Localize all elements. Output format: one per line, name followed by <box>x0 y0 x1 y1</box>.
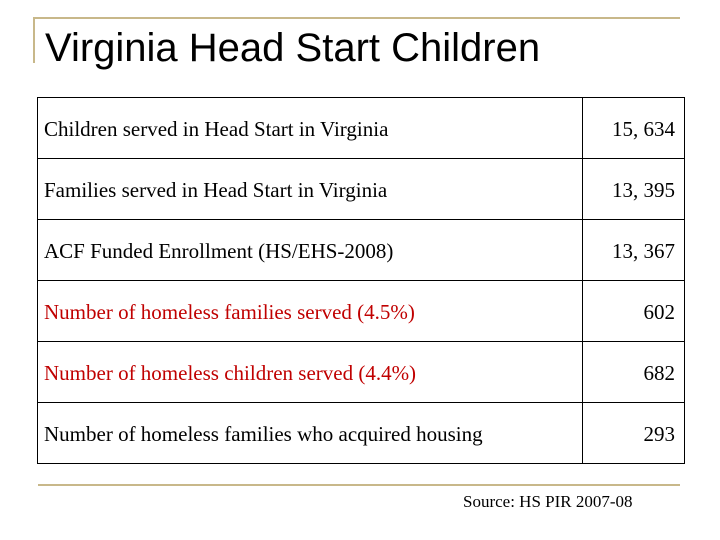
top-decorative-rule <box>33 17 680 19</box>
row-label: ACF Funded Enrollment (HS/EHS-2008) <box>38 220 583 281</box>
row-label: Number of homeless families served (4.5%) <box>38 281 583 342</box>
table-row <box>38 342 685 403</box>
row-value: 13, 395 <box>583 159 685 220</box>
row-value: 602 <box>583 281 685 342</box>
row-value: 293 <box>583 403 685 464</box>
row-label: Number of homeless families who acquired housing <box>38 403 583 464</box>
table-row <box>38 159 685 220</box>
bottom-decorative-rule <box>38 484 680 486</box>
row-label: Families served in Head Start in Virginia <box>38 159 583 220</box>
table-row <box>38 403 685 464</box>
table-row <box>38 281 685 342</box>
statistics-table <box>37 97 685 464</box>
left-decorative-rule <box>33 17 35 63</box>
source-note: Source: HS PIR 2007-08 <box>463 492 633 511</box>
row-value: 13, 367 <box>583 220 685 281</box>
table-row <box>38 220 685 281</box>
row-label: Children served in Head Start in Virginia <box>38 98 583 159</box>
slide-title: Virginia Head Start Children <box>45 26 541 70</box>
row-value: 15, 634 <box>583 98 685 159</box>
row-value: 682 <box>583 342 685 403</box>
row-label: Number of homeless children served (4.4%) <box>38 342 583 403</box>
table-row <box>38 98 685 159</box>
